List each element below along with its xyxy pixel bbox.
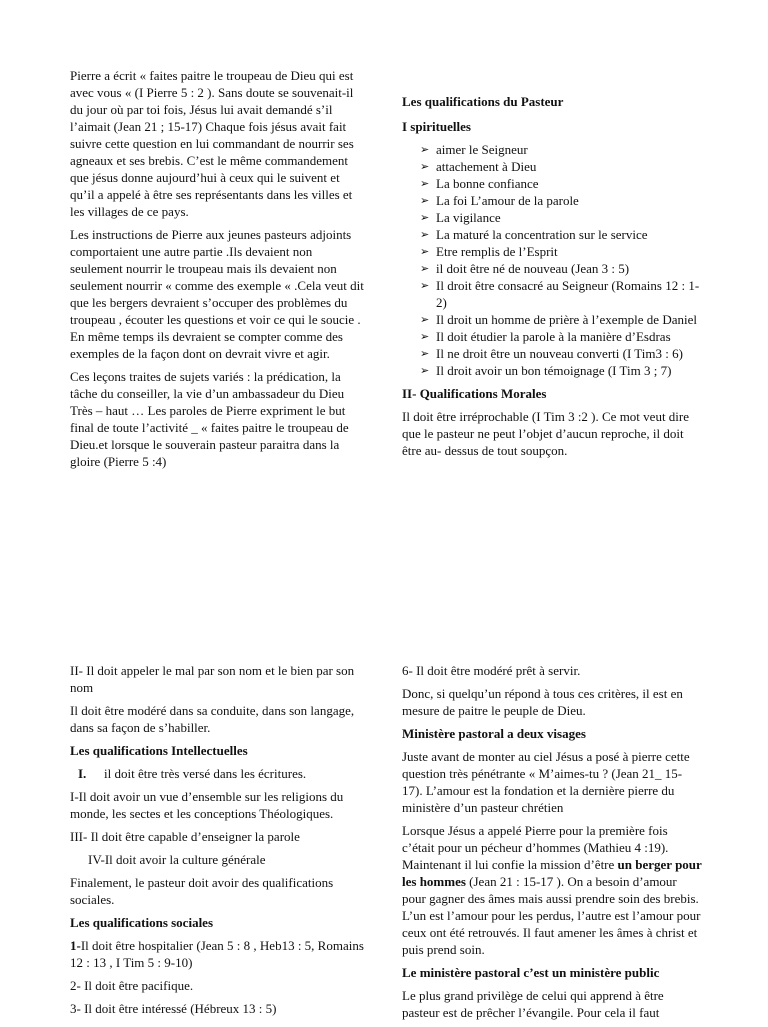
- arrow-bullet-icon: ➢: [420, 211, 430, 224]
- list-item-text: Etre remplis de l’Esprit: [436, 244, 558, 259]
- paragraph: [402, 822, 702, 958]
- list-item: [402, 345, 704, 362]
- paragraph: Pierre a écrit « faites paitre le troupeau de Dieu qui est avec vous « (I Pierre 5 : 2 ). Sans doute se souvenait-il du jour où par toi fois, Jésus lui avait demandé s’il l’aimait (Jean 21 ; 15-17) Chaque fois jésus avait fait suivre cette question en lui commandant de nourrir ses agneaux et ses brebis. C’est le même commandement que jésus donne aujourd’hui à ceux qui le suivent et qu’il a appelé à être ses représentants dans les villes et les villages de ce pays.: [70, 68, 354, 219]
- arrow-bullet-icon: ➢: [420, 347, 430, 360]
- arrow-bullet-icon: ➢: [420, 364, 430, 377]
- arrow-bullet-icon: ➢: [420, 177, 430, 190]
- paragraph: Il doit être modéré dans sa conduite, dans son langage, dans sa façon de s’habiller.: [70, 703, 355, 735]
- list-item-text: Il droit un homme de prière à l’exemple de Daniel: [436, 312, 697, 327]
- list-item-text: La foi L’amour de la parole: [436, 193, 579, 208]
- list-item-text: aimer le Seigneur: [436, 142, 528, 157]
- paragraph: III- Il doit être capable d’enseigner la parole: [70, 829, 300, 844]
- list-item-text: La vigilance: [436, 210, 501, 225]
- arrow-bullet-icon: ➢: [420, 279, 430, 292]
- subsection-heading: I spirituelles: [402, 119, 471, 134]
- list-item: [402, 192, 704, 209]
- list-item-text: Il doit étudier la parole à la manière d’Esdras: [436, 329, 671, 344]
- paragraph: Les instructions de Pierre aux jeunes pasteurs adjoints comportaient une autre partie .Ils devaient non seulement nourrir le troupeau mais ils devaient non seulement nourrir « comme des exemple « .Cela veut dit que les bergers devraient s’occuper des problèmes du troupeau , écouter les questions et voir ce qui le soucie . En même temps ils devraient se compter comme des exemples de la façon dont on devrait vivre et agir.: [70, 227, 364, 361]
- list-item: [402, 277, 704, 311]
- arrow-bullet-icon: ➢: [420, 228, 430, 241]
- section-heading: Les qualifications sociales: [70, 915, 214, 930]
- list-item: [402, 311, 704, 328]
- list-item: [402, 362, 704, 379]
- paragraph: Donc, si quelqu’un répond à tous ces critères, il est en mesure de paitre le peuple de Dieu.: [402, 686, 683, 718]
- paragraph: 3- Il doit être intéressé (Hébreux 13 : 5): [70, 1001, 277, 1016]
- numbered-item: [70, 937, 368, 971]
- paragraph: Finalement, le pasteur doit avoir des qualifications sociales.: [70, 875, 334, 907]
- paragraph: 2- Il doit être pacifique.: [70, 978, 194, 993]
- arrow-bullet-icon: ➢: [420, 160, 430, 173]
- top-right-column: [402, 93, 704, 465]
- numbered-item: [70, 765, 368, 782]
- arrow-bullet-icon: ➢: [420, 262, 430, 275]
- list-item: [402, 328, 704, 345]
- paragraph: I-Il doit avoir un vue d’ensemble sur les religions du monde, les sectes et les conceptions Théologiques.: [70, 789, 344, 821]
- section-heading: II- Qualifications Morales: [402, 386, 547, 401]
- item-number: I.: [78, 766, 87, 781]
- list-item: [402, 141, 704, 158]
- item-text: il doit être très versé dans les écritures.: [104, 766, 307, 781]
- bottom-right-column: [402, 662, 702, 1027]
- section-heading: Les qualifications du Pasteur: [402, 94, 564, 109]
- paragraph: Ces leçons traites de sujets variés : la prédication, la tâche du conseiller, la vie d’un ambassadeur du Dieu Très – haut … Les paroles de Pierre expriment le but final de toute l’activité _ « faites paitre le troupeau de Dieu.et lorsque le souverain pasteur paraitra dans la gloire (Pierre 5 :4): [70, 369, 349, 469]
- spiritual-qualifications-list: [402, 141, 704, 379]
- arrow-bullet-icon: ➢: [420, 194, 430, 207]
- paragraph: Le plus grand privilège de celui qui apprend à être pasteur est de prêcher l’évangile. Pour cela il faut: [402, 988, 664, 1020]
- arrow-bullet-icon: ➢: [420, 245, 430, 258]
- list-item-text: Il ne droit être un nouveau converti (I Tim3 : 6): [436, 346, 683, 361]
- bold-text-run: un berger pour les hommes: [402, 857, 702, 889]
- text-run: Lorsque Jésus a appelé Pierre pour la première fois c’était pour un pécheur d’hommes (Mathieu 4 :19). Maintenant il lui confie la mission d’être: [402, 823, 669, 872]
- paragraph: Il doit être irréprochable (I Tim 3 :2 ). Ce mot veut dire que le pasteur ne peut l’objet d’aucun reproche, il doit être au- dessus de tout soupçon.: [402, 409, 690, 458]
- list-item-text: La bonne confiance: [436, 176, 539, 191]
- item-number: 1-: [70, 938, 81, 953]
- arrow-bullet-icon: ➢: [420, 143, 430, 156]
- text-run: (Jean 21 : 15-17 ). On a besoin d’amour pour gagner des âmes mais aussi prendre soin des brebis. L’un est l’amour pour les perdus, l’autre est l’amour pour ceux ont été retrouvés. Il faut amener les âmes à christ et puis prend soin.: [402, 874, 701, 957]
- list-item-text: La maturé la concentration sur le service: [436, 227, 648, 242]
- paragraph: IV-Il doit avoir la culture générale: [88, 852, 266, 867]
- arrow-bullet-icon: ➢: [420, 330, 430, 343]
- arrow-bullet-icon: ➢: [420, 313, 430, 326]
- list-item-text: il doit être né de nouveau (Jean 3 : 5): [436, 261, 630, 276]
- list-item: [402, 226, 704, 243]
- paragraph: 6- Il doit être modéré prêt à servir.: [402, 663, 581, 678]
- section-heading: Le ministère pastoral c’est un ministère public: [402, 965, 660, 980]
- list-item-text: Il droit être consacré au Seigneur (Romains 12 : 1-2): [436, 278, 700, 310]
- list-item: [402, 175, 704, 192]
- list-item: [402, 158, 704, 175]
- list-item-text: attachement à Dieu: [436, 159, 537, 174]
- top-left-column: [70, 67, 366, 476]
- bottom-left-column: [70, 662, 368, 1023]
- list-item: [402, 243, 704, 260]
- paragraph: II- Il doit appeler le mal par son nom et le bien par son nom: [70, 663, 355, 695]
- paragraph: Juste avant de monter au ciel Jésus a posé à pierre cette question très pénétrante « M’aimes-tu ? (Jean 21_ 15-17). L’amour est la fondation et la dernière pierre du ministère d’un pasteur chrétien: [402, 749, 690, 815]
- section-heading: Les qualifications Intellectuelles: [70, 743, 248, 758]
- list-item-text: Il droit avoir un bon témoignage (I Tim 3 ; 7): [436, 363, 672, 378]
- list-item: [402, 209, 704, 226]
- item-text: Il doit être hospitalier (Jean 5 : 8 , Heb13 : 5, Romains 12 : 13 , I Tim 5 : 9-10): [70, 938, 364, 970]
- list-item: [402, 260, 704, 277]
- section-heading: Ministère pastoral a deux visages: [402, 726, 586, 741]
